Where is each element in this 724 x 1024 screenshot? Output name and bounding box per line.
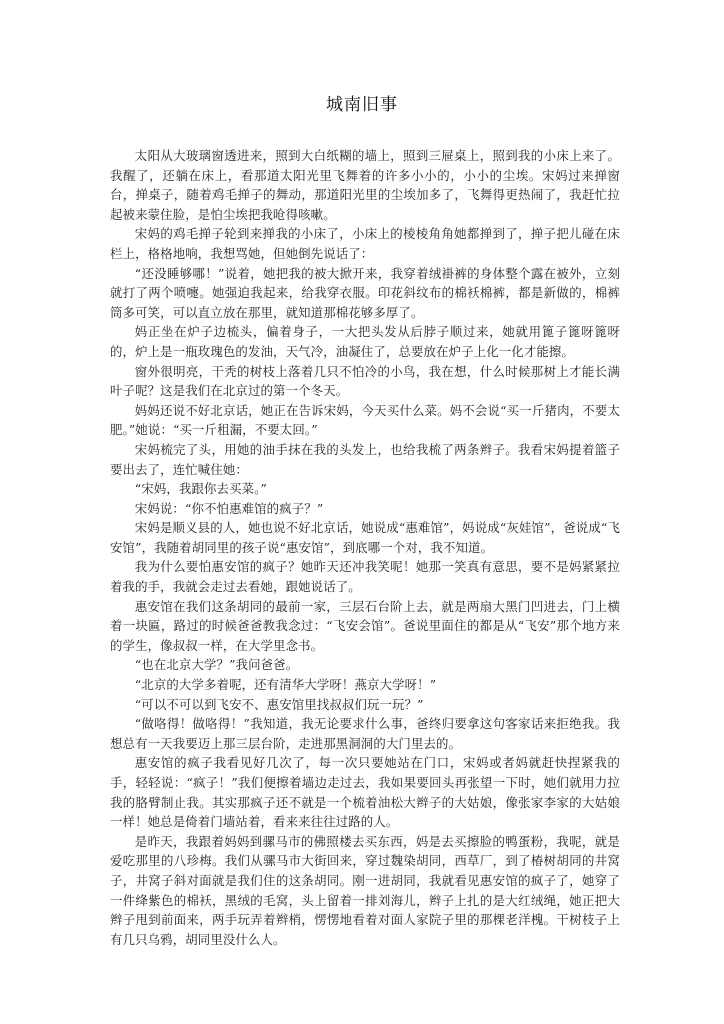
- paragraph: “可以不可以到飞安不、惠安馆里找叔叔们玩一玩？”: [134, 696, 424, 712]
- paragraph: 是昨天，我跟着妈妈到骡马市的佛照楼去买东西，妈是去买擦脸的鸭蛋粉，我呢，就是爱吃那里的八珍梅。我们从骡马市大街回来，穿过魏染胡同，西草厂，到了椿树胡同的井窝子，井窝子斜对面就是我们住的这条胡同。刚一进胡同，我就看见惠安馆的疯子了，她穿了一件绛紫色的棉袄，黑绒的毛窝，头上留着一排刘海儿，辫子上扎的是大红绒绳，她正把大辫子甩到前面来，两手玩弄着辫梢，愣愣地看着对面人家院子里的那棵老洋槐。干树枝子上有几只乌鸦，胡同里没什么人。: [110, 833, 620, 947]
- paragraph: 宋妈的鸡毛掸子轮到来掸我的小床了，小床上的棱棱角角她都掸到了，掸子把儿碰在床栏上，格格地响，我想骂她，但她倒先说话了：: [110, 226, 620, 261]
- paragraph: 宋妈是顺义县的人，她也说不好北京话，她说成“惠难馆”，妈说成“灰娃馆”，爸说成“飞安馆”，我随着胡同里的孩子说“惠安馆”，到底哪一个对，我不知道。: [110, 520, 620, 555]
- paragraph: 妈正坐在炉子边梳头，偏着身子，一大把头发从后脖子顺过来，她就用篦子篦呀篦呀的，炉上是一瓶玫瑰色的发油，天气冷，油凝住了，总要放在炉子上化一化才能擦。: [110, 324, 620, 359]
- paragraph: “北京的大学多着呢，还有清华大学呀！燕京大学呀！”: [134, 677, 437, 693]
- paragraph: 太阳从大玻璃窗透进来，照到大白纸糊的墙上，照到三屉桌上，照到我的小床上来了。我醒了，还躺在床上，看那道太阳光里飞舞着的许多小小的，小小的尘埃。宋妈过来掸窗台，掸桌子，随着鸡毛掸子的舞动，那道阳光里的尘埃加多了，飞舞得更热闹了，我赶忙拉起被来蒙住脸，是怕尘埃把我呛得咳嗽。: [110, 148, 620, 222]
- paragraph: 宋妈梳完了头，用她的油手抹在我的头发上，也给我梳了两条辫子。我看宋妈提着篮子要出去了，连忙喊住她：: [110, 441, 620, 477]
- paragraph: “做咯得！做咯得！”我知道，我无论要求什么事，爸终归要拿这句客家话来拒绝我。我想总有一天我要迈上那三层台阶，走进那黑洞洞的大门里去的。: [110, 716, 620, 751]
- paragraph: “宋妈，我跟你去买菜。”: [134, 481, 267, 497]
- paragraph: 我为什么要怕惠安馆的疯子？她昨天还冲我笑呢！她那一笑真有意思，要不是妈紧紧拉着我的手，我就会走过去看她，跟她说话了。: [110, 559, 620, 595]
- document-body: [110, 146, 620, 949]
- paragraph: 宋妈说：“你不怕惠难馆的疯子？”: [134, 500, 324, 516]
- paragraph: 妈妈还说不好北京话，她正在告诉宋妈，今天买什么菜。妈不会说“买一斤猪肉，不要太肥。”她说：“买一斤租漏，不要太回。”: [110, 402, 620, 438]
- paragraph: 窗外很明亮，干秃的树枝上落着几只不怕冷的小鸟，我在想，什么时候那树上才能长满叶子呢？这是我们在北京过的第一个冬天。: [110, 363, 620, 399]
- paragraph: “也在北京大学？”我问爸爸。: [134, 657, 299, 673]
- paragraph: 惠安馆在我们这条胡同的最前一家，三层石台阶上去，就是两扇大黑门凹进去，门上横着一块匾，路过的时候爸爸教我念过：“飞安会馆”。爸说里面住的都是从“飞安”那个地方来的学生，像叔叔一样，在大学里念书。: [110, 598, 620, 653]
- paragraph: “还没睡够哪！”说着，她把我的被大掀开来，我穿着绒褂裤的身体整个露在被外，立刻就打了两个喷嚏。她强迫我起来，给我穿衣服。印花斜纹布的棉袄棉裤，都是新做的，棉裤筒多可笑，可以直立放在那里，就知道那棉花够多厚了。: [110, 265, 620, 320]
- document-title: 城南旧事: [326, 95, 398, 115]
- paragraph: 惠安馆的疯子我看见好几次了，每一次只要她站在门口，宋妈或者妈就赶快捏紧我的手，轻轻说：“疯子！”我们便擦着墙边走过去，我如果要回头再张望一下时，她们就用力拉我的胳臂制止我。其实那疯子还不就是一个梳着油松大辫子的大姑娘，像张家李家的大姑娘一样！她总是倚着门墙站着，看来来往往过路的人。: [110, 755, 620, 830]
